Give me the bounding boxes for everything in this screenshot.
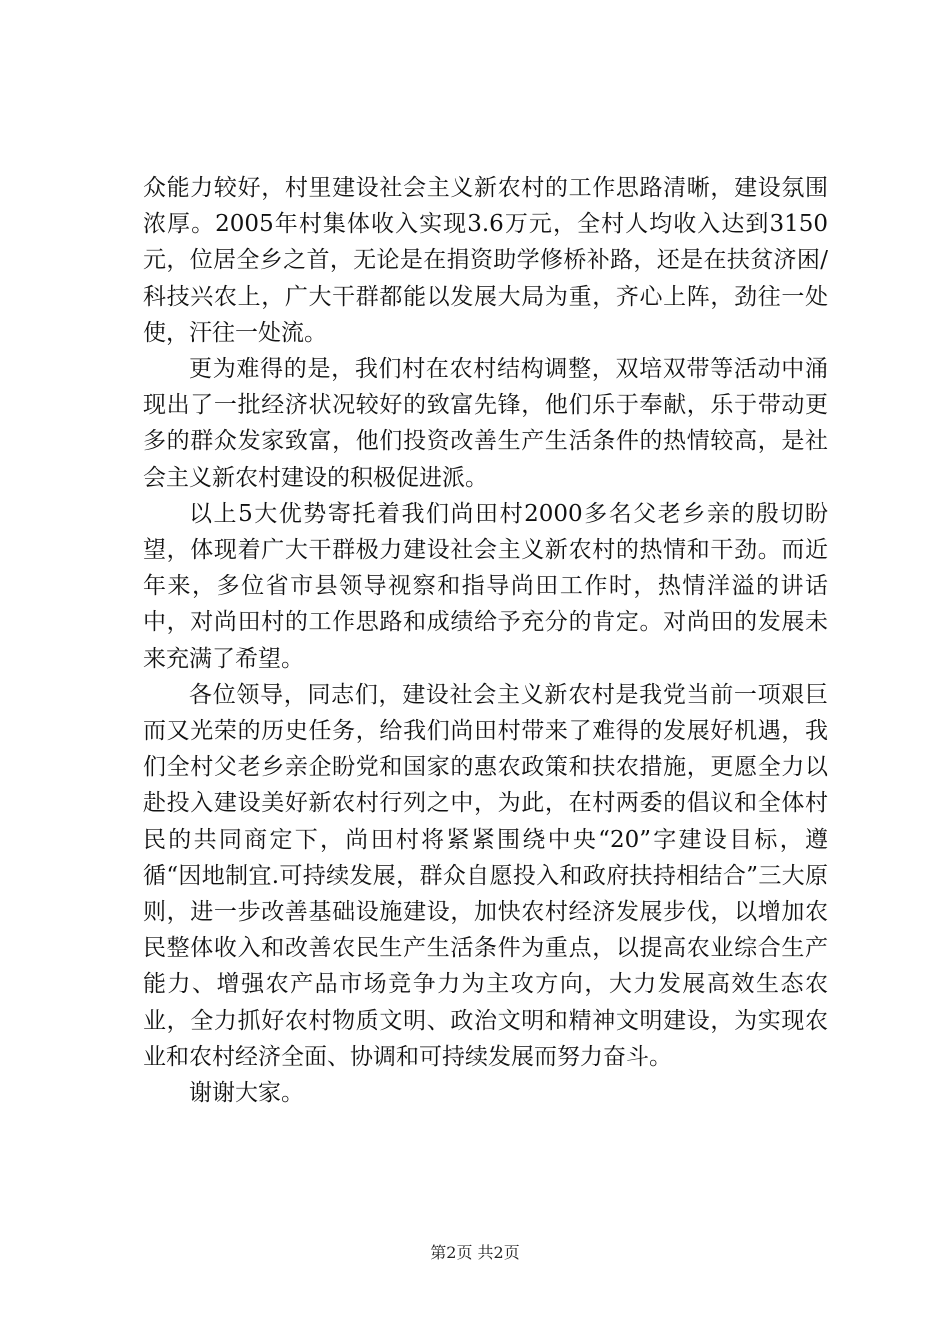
paragraph-closing: 谢谢大家。 <box>189 1080 304 1107</box>
paragraph-advantage-pioneers: 更为难得的是，我们村在农村结构调整，双培双带等活动中涌现出了一批经济状况较好的致富先锋，他们乐于奉献，乐于带动更多的群众发家致富，他们投资改善生产生活条件的热情较高，是社会主义新农村建设的积极促进派。 <box>143 356 828 491</box>
paragraph-continuation: 众能力较好，村里建设社会主义新农村的工作思路清晰，建设氛围浓厚。2005年村集体收入实现3.6万元，全村人均收入达到3150元，位居全乡之首，无论是在捐资助学修桥补路，还是在扶贫济困/科技兴农上，广大干群都能以发展大局为重，齐心上阵，劲往一处使，汗往一处流。 <box>143 175 828 346</box>
paragraph-five-advantages: 以上5大优势寄托着我们尚田村2000多名父老乡亲的殷切盼望，体现着广大干群极力建设社会主义新农村的热情和干劲。而近年来，多位省市县领导视察和指导尚田工作时，热情洋溢的讲话中，对尚田村的工作思路和成绩给予充分的肯定。对尚田的发展未来充满了希望。 <box>143 500 828 672</box>
page-number-footer: 第2页 共2页 <box>430 1243 520 1262</box>
paragraph-goals: 各位领导，同志们，建设社会主义新农村是我党当前一项艰巨而又光荣的历史任务，给我们尚田村带来了难得的发展好机遇，我们全村父老乡亲企盼党和国家的惠农政策和扶农措施，更愿全力以赴投入建设美好新农村行列之中，为此，在村两委的倡议和全体村民的共同商定下，尚田村将紧紧围绕中央“20”字建设目标，遵循“因地制宜.可持续发展，群众自愿投入和政府扶持相结合”三大原则，进一步改善基础设施建设，加快农村经济发展步伐，以增加农民整体收入和改善农民生产生活条件为重点，以提高农业综合生产能力、增强农产品市场竞争力为主攻方向，大力发展高效生态农业，全力抓好农村物质文明、政治文明和精神文明建设，为实现农业和农村经济全面、协调和可持续发展而努力奋斗。 <box>143 681 828 1070</box>
document-body <box>143 170 828 1111</box>
